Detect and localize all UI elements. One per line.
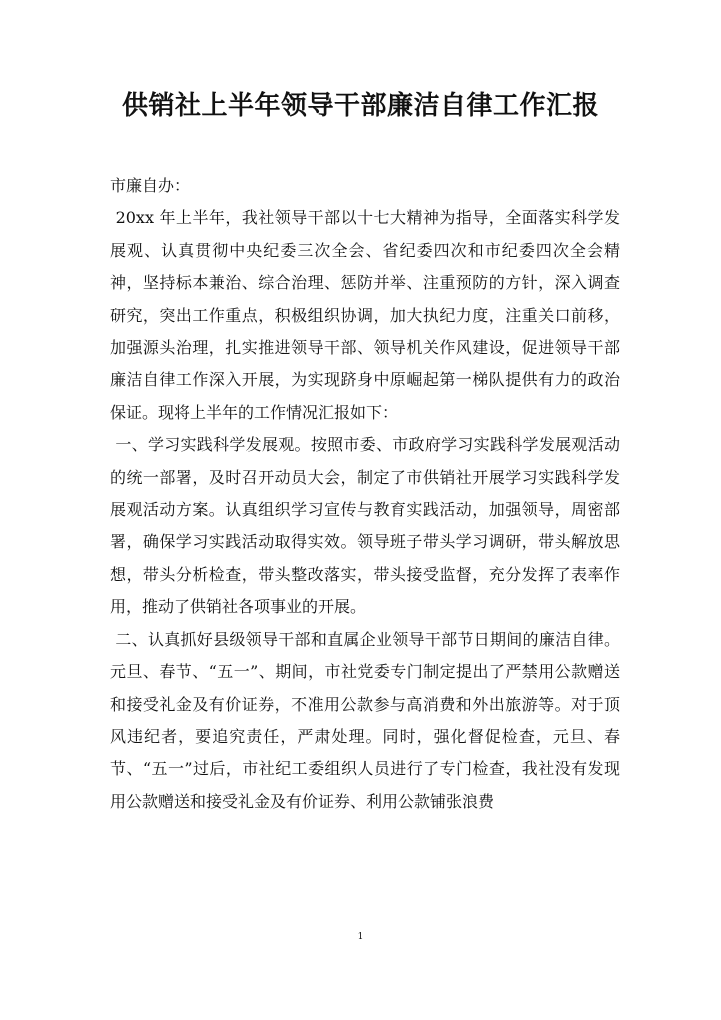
paragraph-section-one: 一、学习实践科学发展观。按照市委、市政府学习实践科学发展观活动的统一部署，及时召开动员大会，制定了市供销社开展学习实践科学发展观活动方案。认真组织学习宣传与教育实践活动，加强领导，周密部署，确保学习实践活动取得实效。领导班子带头学习调研，带头解放思想，带头分析检查，带头整改落实，带头接受监督，充分发挥了表率作用，推动了供销社各项事业的开展。 [110, 435, 620, 617]
document-title: 供销社上半年领导干部廉洁自律工作汇报 [121, 91, 599, 121]
salutation: 市廉自办： [110, 176, 191, 195]
paragraph-intro: 20xx 年上半年，我社领导干部以十七大精神为指导，全面落实科学发展观、认真贯彻中央纪委三次全会、省纪委四次和市纪委四次全会精神，坚持标本兼治、综合治理、惩防并举、注重预防的方针，深入调查研究，突出工作重点，积极组织协调，加大执纪力度，注重关口前移，加强源头治理，扎实推进领导干部、领导机关作风建设，促进领导干部廉洁自律工作深入开展，为实现跻身中原崛起第一梯队提供有力的政治保证。现将上半年的工作情况汇报如下： [110, 208, 620, 422]
document-body [110, 170, 620, 818]
page-number: 1 [357, 932, 364, 942]
paragraph-section-two: 二、认真抓好县级领导干部和直属企业领导干部节日期间的廉洁自律。元旦、春节、“五一”、期间，市社党委专门制定提出了严禁用公款赠送和接受礼金及有价证券，不准用公款参与高消费和外出旅游等。对于顶风违纪者，要追究责任，严肃处理。同时，强化督促检查，元旦、春节、“五一”过后，市社纪工委组织人员进行了专门检查，我社没有发现用公款赠送和接受礼金及有价证券、利用公款铺张浪费 [110, 629, 620, 811]
